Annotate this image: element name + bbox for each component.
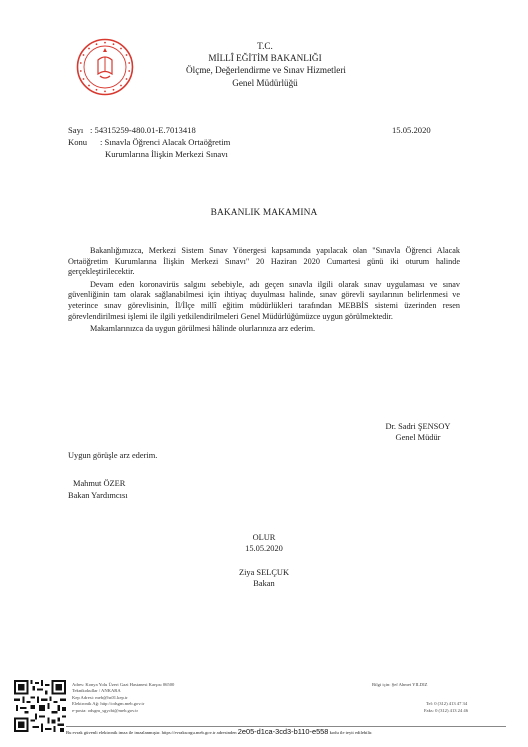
approval-date: 15.05.2020 — [245, 544, 283, 553]
footer-address-2: Teknikokullar / ANKARA — [72, 688, 121, 693]
header-ministry: MİLLÎ EĞİTİM BAKANLIĞI — [208, 53, 322, 64]
header-directorate: Genel Müdürlüğü — [232, 77, 298, 88]
institution-header — [186, 40, 344, 89]
verification-code: 2e05-d1ca-3cd3-b110-e558 — [237, 727, 329, 736]
sayi-value: : 54315259-480.01-E.7013418 — [90, 125, 196, 135]
body-paragraph-2: Devam eden koronavirüs salgını sebebiyle, adı geçen sınavla ilgili olarak sınav uygulaması ve sınav güvenliğinin tam olarak sağlanabilmesi için ihtiyaç duyulması halinde, sınav görevli sayılarının belirlenmesi ve yeterince sınav görevlisinin, İl/İlçe millî eğitim müdürlükleri tarafından MEBBİS sistemi üzerinden resen görevlendirilmesi işlemi ile ilgili yetkilendirilmeleri Genel Müdürlüğümüzce uygun görülmektedir. — [68, 279, 460, 321]
verification-tail: kodu ile teyit edilebilir. — [329, 730, 373, 735]
meb-logo-seal — [76, 38, 134, 96]
footer-email-link[interactable]: e-posta: odsgm_sgycbi@meb.gov.tr — [72, 708, 139, 713]
addressee-title: BAKANLIK MAKAMINA — [210, 208, 318, 218]
verification-line — [66, 727, 506, 736]
qr-code — [14, 680, 66, 732]
deputy-title: Bakan Yardımcısı — [68, 491, 128, 500]
konu-label: Konu — [68, 137, 88, 147]
letter-body — [68, 246, 460, 335]
konu-line-2: Kurumlarına İlişkin Merkezi Sınavı — [105, 149, 228, 159]
deputy-name: Mahmut ÖZER — [73, 479, 126, 488]
approval-title: Bakan — [253, 579, 275, 588]
document-date: 15.05.2020 — [392, 125, 431, 135]
sayi-label: Sayı — [68, 125, 84, 135]
footer-info-contact: Bilgi için: Şef Ahmet YILDIZ — [372, 682, 428, 687]
header-department: Ölçme, Değerlendirme ve Sınav Hizmetleri — [186, 65, 346, 76]
footer-fax: Faks: 0 (312) 413 24 46 — [424, 708, 469, 713]
signer-block — [368, 421, 468, 443]
verification-text: Bu evrak güvenli elektronik imza ile imzalanmıştır. https://evraksorgu.meb.gov.tr adresinden — [66, 730, 237, 735]
footer-tel: Tel: 0 (312) 413 47 34 — [426, 701, 468, 706]
approval-name: Ziya SELÇUK — [238, 568, 289, 577]
body-paragraph-1: Bakanlığımızca, Merkezi Sistem Sınav Yönergesi kapsamında yapılacak olan "Sınavla Öğrenci Alacak Ortaöğretim Kurumlarına İlişkin Merkezi Sınavı" 20 Haziran 2020 Cumartesi günü iki oturum halinde gerçekleştirilecektir. — [68, 246, 460, 277]
approval-block — [214, 532, 314, 589]
body-paragraph-3: Makamlarınızca da uygun görülmesi hâlinde olurlarınıza arz ederim. — [90, 324, 316, 334]
signer-title: Genel Müdür — [395, 433, 441, 442]
opinion-text: Uygun görüşle arz ederim. — [68, 451, 158, 460]
header-tc: T.C. — [257, 41, 273, 51]
footer-kep: Kep Adresi: meb@hs01.kep.tr — [72, 695, 128, 700]
footer-web-link[interactable]: Elektronik Ağ: http://odsgm.meb.gov.tr — [72, 701, 145, 706]
signer-name: Dr. Sadri ŞENSOY — [385, 422, 451, 431]
footer-address-1: Adres: Konya Yolu Üzeri Gazi Hastanesi Karşısı 06500 — [72, 682, 175, 687]
approval-olur: OLUR — [252, 533, 276, 542]
konu-line-1: : Sınavla Öğrenci Alacak Ortaöğretim — [100, 137, 231, 147]
